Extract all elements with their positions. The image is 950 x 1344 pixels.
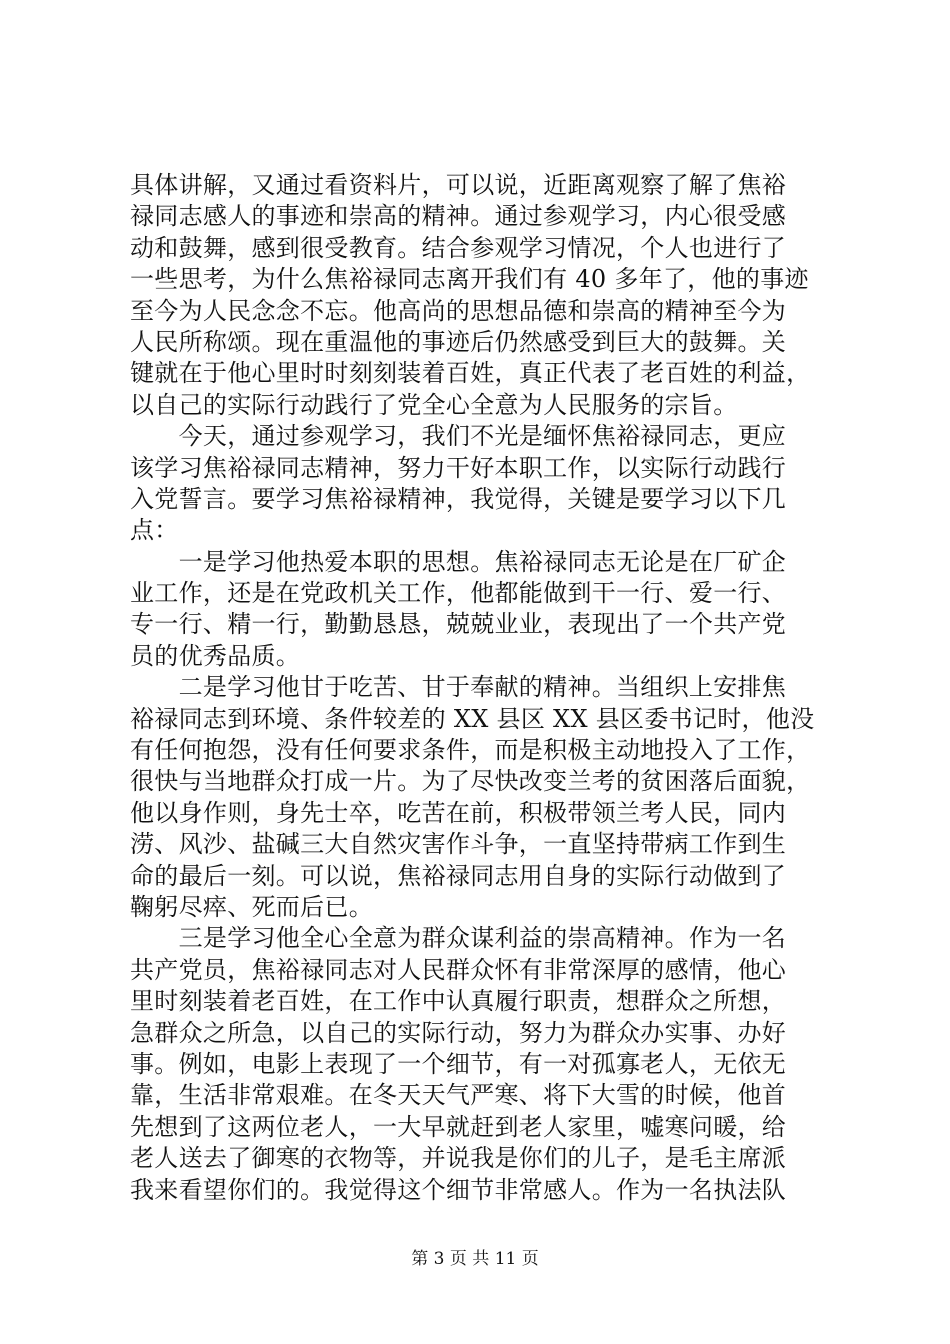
text-line: 键就在于他心里时时刻刻装着百姓，真正代表了老百姓的利益，: [130, 359, 811, 388]
text-line: 鞠躬尽瘁、死而后已。: [130, 892, 373, 921]
text-line: 很快与当地群众打成一片。为了尽快改变兰考的贫困落后面貌，: [130, 767, 811, 796]
page-number-footer: 第 3 页 共 11 页: [411, 1249, 539, 1269]
text-line: 该学习焦裕禄同志精神，努力干好本职工作，以实际行动践行: [130, 453, 787, 482]
text-line: 命的最后一刻。可以说，焦裕禄同志用自身的实际行动做到了: [130, 861, 787, 890]
text-line: 我来看望你们的。我觉得这个细节非常感人。作为一名执法队: [130, 1175, 787, 1204]
text-line: 老人送去了御寒的衣物等，并说我是你们的儿子，是毛主席派: [130, 1144, 787, 1173]
text-line: 以自己的实际行动践行了党全心全意为人民服务的宗旨。: [130, 390, 738, 419]
text-line: 事。例如，电影上表现了一个细节，有一对孤寡老人，无依无: [130, 1049, 787, 1078]
text-line: 先想到了这两位老人，一大早就赶到老人家里，嘘寒问暖，给: [130, 1112, 787, 1141]
text-line: 一些思考，为什么焦裕禄同志离开我们有 40 多年了，他的事迹: [130, 265, 809, 294]
text-line: 里时刻装着老百姓，在工作中认真履行职责，想群众之所想，: [130, 987, 787, 1016]
text-line: 动和鼓舞，感到很受教育。结合参观学习情况，个人也进行了: [130, 233, 787, 262]
text-line: 入党誓言。要学习焦裕禄精神，我觉得，关键是要学习以下几: [130, 484, 787, 513]
text-line: 涝、风沙、盐碱三大自然灾害作斗争，一直坚持带病工作到生: [130, 830, 787, 859]
text-line: 至今为人民念念不忘。他高尚的思想品德和崇高的精神至今为: [130, 296, 787, 325]
text-line: 禄同志感人的事迹和崇高的精神。通过参观学习，内心很受感: [130, 202, 787, 231]
text-line: 急群众之所急，以自己的实际行动，努力为群众办实事、办好: [130, 1018, 787, 1047]
text-line: 今天，通过参观学习，我们不光是缅怀焦裕禄同志，更应: [130, 422, 787, 451]
text-line: 具体讲解，又通过看资料片，可以说，近距离观察了解了焦裕: [130, 171, 787, 199]
text-line: 靠，生活非常艰难。在冬天天气严寒、将下大雪的时候，他首: [130, 1081, 787, 1110]
text-line: 业工作，还是在党政机关工作，他都能做到干一行、爱一行、: [130, 579, 787, 608]
text-line: 一是学习他热爱本职的思想。焦裕禄同志无论是在厂矿企: [130, 547, 787, 576]
text-line: 点：: [130, 516, 179, 545]
text-line: 三是学习他全心全意为群众谋利益的崇高精神。作为一名: [130, 924, 787, 953]
text-line: 二是学习他甘于吃苦、甘于奉献的精神。当组织上安排焦: [130, 673, 787, 702]
text-line: 人民所称颂。现在重温他的事迹后仍然感受到巨大的鼓舞。关: [130, 327, 787, 356]
body-text: [130, 170, 830, 1206]
text-line: 共产党员，焦裕禄同志对人民群众怀有非常深厚的感情，他心: [130, 955, 787, 984]
text-line: 员的优秀品质。: [130, 641, 301, 670]
text-line: 裕禄同志到环境、条件较差的 XX 县区 XX 县区委书记时，他没: [130, 704, 815, 733]
text-line: 专一行、精一行，勤勤恳恳，兢兢业业，表现出了一个共产党: [130, 610, 787, 639]
text-line: 有任何抱怨，没有任何要求条件，而是积极主动地投入了工作，: [130, 736, 811, 765]
text-line: 他以身作则，身先士卒，吃苦在前，积极带领兰考人民，同内: [130, 798, 787, 827]
